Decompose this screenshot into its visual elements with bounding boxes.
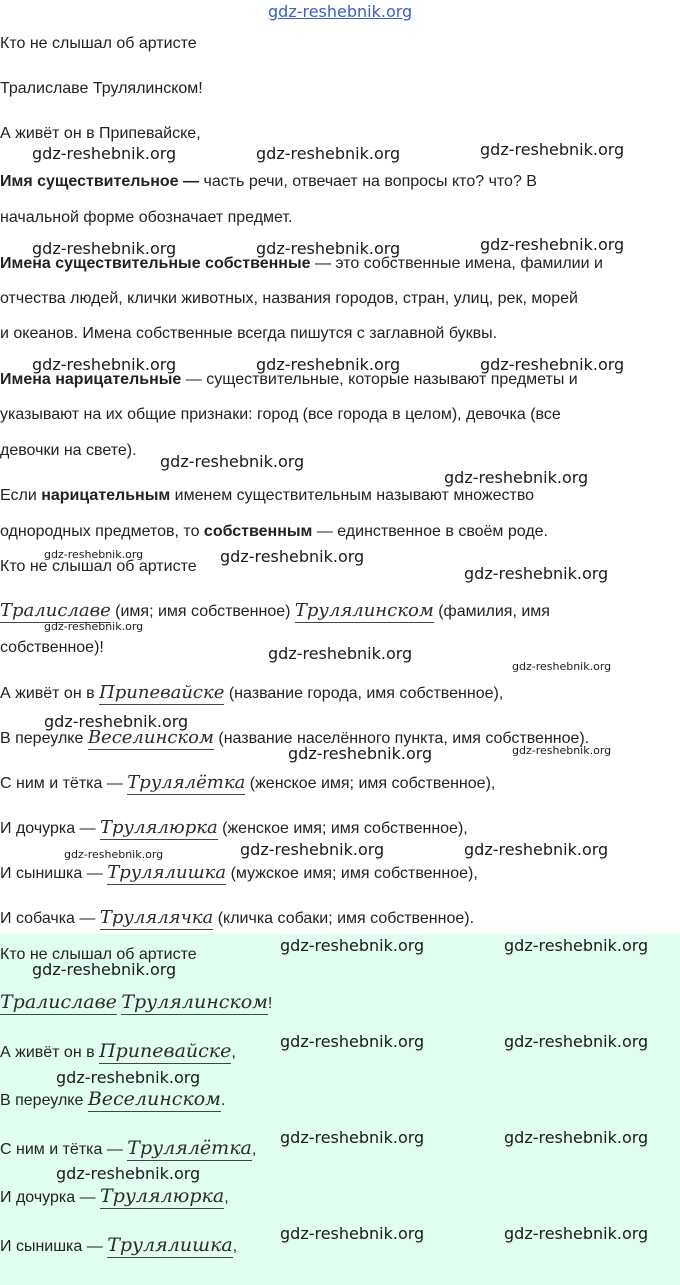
answer-punct: . — [220, 1092, 226, 1109]
answer-pre: С ним и тётка — — [0, 1141, 128, 1158]
analysis-pre: И собачка — — [0, 910, 100, 927]
handwritten-word: Трулялюрка — [100, 1185, 225, 1207]
rule-4-pre: Если — [0, 487, 42, 504]
analysis-line-2b: собственное)! — [0, 639, 104, 656]
analysis-line-7 — [0, 863, 478, 884]
rule-1-line-2: начальной форме обозначает предмет. — [0, 209, 293, 226]
analysis-note: (женское имя; имя собственное), — [217, 820, 468, 837]
analysis-note: (название населённого пункта, имя собственное). — [213, 730, 590, 747]
watermark: gdz-reshebnik.org — [32, 144, 177, 163]
watermark: gdz-reshebnik.org — [512, 660, 612, 673]
rule-3-text: — существительные, которые называют предметы и — [181, 371, 578, 388]
rule-3-term: Имена нарицательные — [0, 371, 182, 388]
handwritten-word: Трулялинском — [121, 991, 268, 1013]
answer-punct: ! — [267, 995, 273, 1012]
rule-2-term: Имена существительные собственные — [0, 255, 311, 272]
analysis-pre: С ним и тётка — — [0, 775, 128, 792]
answer-line-5 — [0, 1137, 256, 1161]
rule-4-term-1: нарицательным — [41, 487, 171, 504]
watermark: gdz-reshebnik.org — [464, 564, 609, 583]
watermark: gdz-reshebnik.org — [44, 548, 144, 561]
watermark: gdz-reshebnik.org — [256, 144, 401, 163]
handwritten-word: Трулялётка — [127, 772, 246, 793]
watermark: gdz-reshebnik.org — [444, 468, 589, 487]
watermark: gdz-reshebnik.org — [240, 840, 385, 859]
watermark: gdz-reshebnik.org — [280, 1128, 425, 1147]
rule-2-line-2: отчества людей, клички животных, названия городов, стран, улиц, рек, морей — [0, 290, 578, 307]
rule-4-line-2 — [0, 522, 548, 542]
rule-1-text: часть речи, отвечает на вопросы кто? что? В — [199, 173, 537, 190]
watermark: gdz-reshebnik.org — [32, 355, 177, 374]
watermark: gdz-reshebnik.org — [480, 140, 625, 159]
handwritten-word: Трулялишка — [107, 862, 227, 883]
watermark: gdz-reshebnik.org — [56, 1068, 201, 1087]
watermark: gdz-reshebnik.org — [512, 744, 612, 757]
answer-punct: , — [251, 1141, 257, 1158]
handwritten-word: Тралиславе — [0, 600, 111, 621]
watermark: gdz-reshebnik.org — [288, 744, 433, 763]
answer-pre: И дочурка — — [0, 1189, 101, 1206]
answer-pre: И сынишка — — [0, 1238, 108, 1255]
analysis-pre: В переулке — [0, 730, 88, 747]
watermark: gdz-reshebnik.org — [504, 1128, 649, 1147]
watermark: gdz-reshebnik.org — [32, 960, 177, 979]
handwritten-word: Трулялётка — [127, 1137, 252, 1159]
watermark: gdz-reshebnik.org — [256, 239, 401, 258]
answer-line-6 — [0, 1185, 229, 1209]
analysis-note: (кличка собаки; имя собственное). — [213, 910, 475, 927]
handwritten-word: Тралиславе — [0, 991, 117, 1013]
watermark: gdz-reshebnik.org — [44, 712, 189, 731]
answer-pre: А живёт он в — [0, 1044, 100, 1061]
answer-line-7 — [0, 1234, 237, 1258]
analysis-pre: А живёт он в — [0, 685, 100, 702]
analysis-line-3 — [0, 683, 503, 704]
handwritten-word: Трулялишка — [107, 1234, 233, 1256]
watermark: gdz-reshebnik.org — [268, 644, 413, 663]
watermark: gdz-reshebnik.org — [480, 235, 625, 254]
answer-pre: В переулке — [0, 1092, 88, 1109]
handwritten-word: Веселинском — [87, 1088, 221, 1110]
rule-4-pre2: однородных предметов, то — [0, 523, 204, 540]
handwritten-word: Веселинском — [87, 727, 214, 748]
rule-4-mid: именем существительным называют множество — [170, 487, 535, 504]
watermark: gdz-reshebnik.org — [44, 620, 144, 633]
rule-2-line-3: и океанов. Имена собственные всегда пишутся с заглавной буквы. — [0, 325, 498, 342]
analysis-pre: И дочурка — — [0, 820, 101, 837]
answer-line-4 — [0, 1088, 225, 1112]
rule-3-line-3: девочки на свете). — [0, 442, 137, 459]
handwritten-word: Припевайске — [99, 682, 225, 703]
watermark: gdz-reshebnik.org — [504, 1224, 649, 1243]
answer-line-2 — [0, 991, 272, 1015]
rule-2-text: — это собственные имена, фамилии и — [310, 255, 603, 272]
analysis-pre: И сынишка — — [0, 865, 108, 882]
analysis-line-8 — [0, 908, 474, 929]
rule-4-end: — единственное в своём роде. — [312, 523, 548, 540]
rule-4-line-1 — [0, 486, 534, 506]
rule-1-line-1 — [0, 172, 537, 192]
answer-line-3 — [0, 1040, 236, 1064]
analysis-line-1: Кто не слышал об артисте — [0, 558, 197, 575]
answer-punct: , — [224, 1189, 229, 1206]
rule-3-line-2: указывают на их общие признаки: город (все города в целом), девочка (все — [0, 406, 561, 423]
watermark: gdz-reshebnik.org — [480, 355, 625, 374]
watermark: gdz-reshebnik.org — [280, 1032, 425, 1051]
watermark: gdz-reshebnik.org — [504, 1032, 649, 1051]
answer-line-1: Кто не слышал об артисте — [0, 946, 197, 963]
poem-line-3: А живёт он в Припевайске, — [0, 125, 201, 142]
watermark: gdz-reshebnik.org — [220, 547, 365, 566]
analysis-note: (фамилия, имя — [433, 603, 550, 620]
rule-1-term: Имя существительное — — [0, 173, 200, 190]
watermark-top-link[interactable]: gdz-reshebnik.org — [268, 2, 413, 21]
handwritten-word: Припевайске — [99, 1040, 232, 1062]
answer-punct: , — [232, 1238, 238, 1255]
rule-4-term-2: собственным — [203, 523, 313, 540]
watermark: gdz-reshebnik.org — [64, 848, 164, 861]
analysis-note: (название города, имя собственное), — [224, 685, 504, 702]
watermark: gdz-reshebnik.org — [280, 1224, 425, 1243]
analysis-line-6 — [0, 818, 468, 839]
handwritten-word: Трулялячка — [99, 907, 214, 928]
handwritten-word: Трулялинском — [294, 600, 434, 621]
analysis-line-2 — [0, 601, 550, 622]
watermark: gdz-reshebnik.org — [160, 452, 305, 471]
analysis-line-5 — [0, 773, 495, 794]
watermark: gdz-reshebnik.org — [464, 840, 609, 859]
watermark: gdz-reshebnik.org — [504, 936, 649, 955]
analysis-note: (мужское имя; имя собственное), — [226, 865, 478, 882]
analysis-note: (женское имя; имя собственное), — [245, 775, 496, 792]
poem-line-1: Кто не слышал об артисте — [0, 35, 197, 52]
watermark: gdz-reshebnik.org — [256, 355, 401, 374]
watermark: gdz-reshebnik.org — [280, 936, 425, 955]
poem-line-2: Тралиславе Трулялинском! — [0, 80, 203, 97]
answer-punct: , — [231, 1044, 236, 1061]
watermark: gdz-reshebnik.org — [32, 239, 177, 258]
watermark: gdz-reshebnik.org — [56, 1164, 201, 1183]
analysis-note: (имя; имя собственное) — [110, 603, 295, 620]
handwritten-word: Трулялюрка — [100, 817, 218, 838]
